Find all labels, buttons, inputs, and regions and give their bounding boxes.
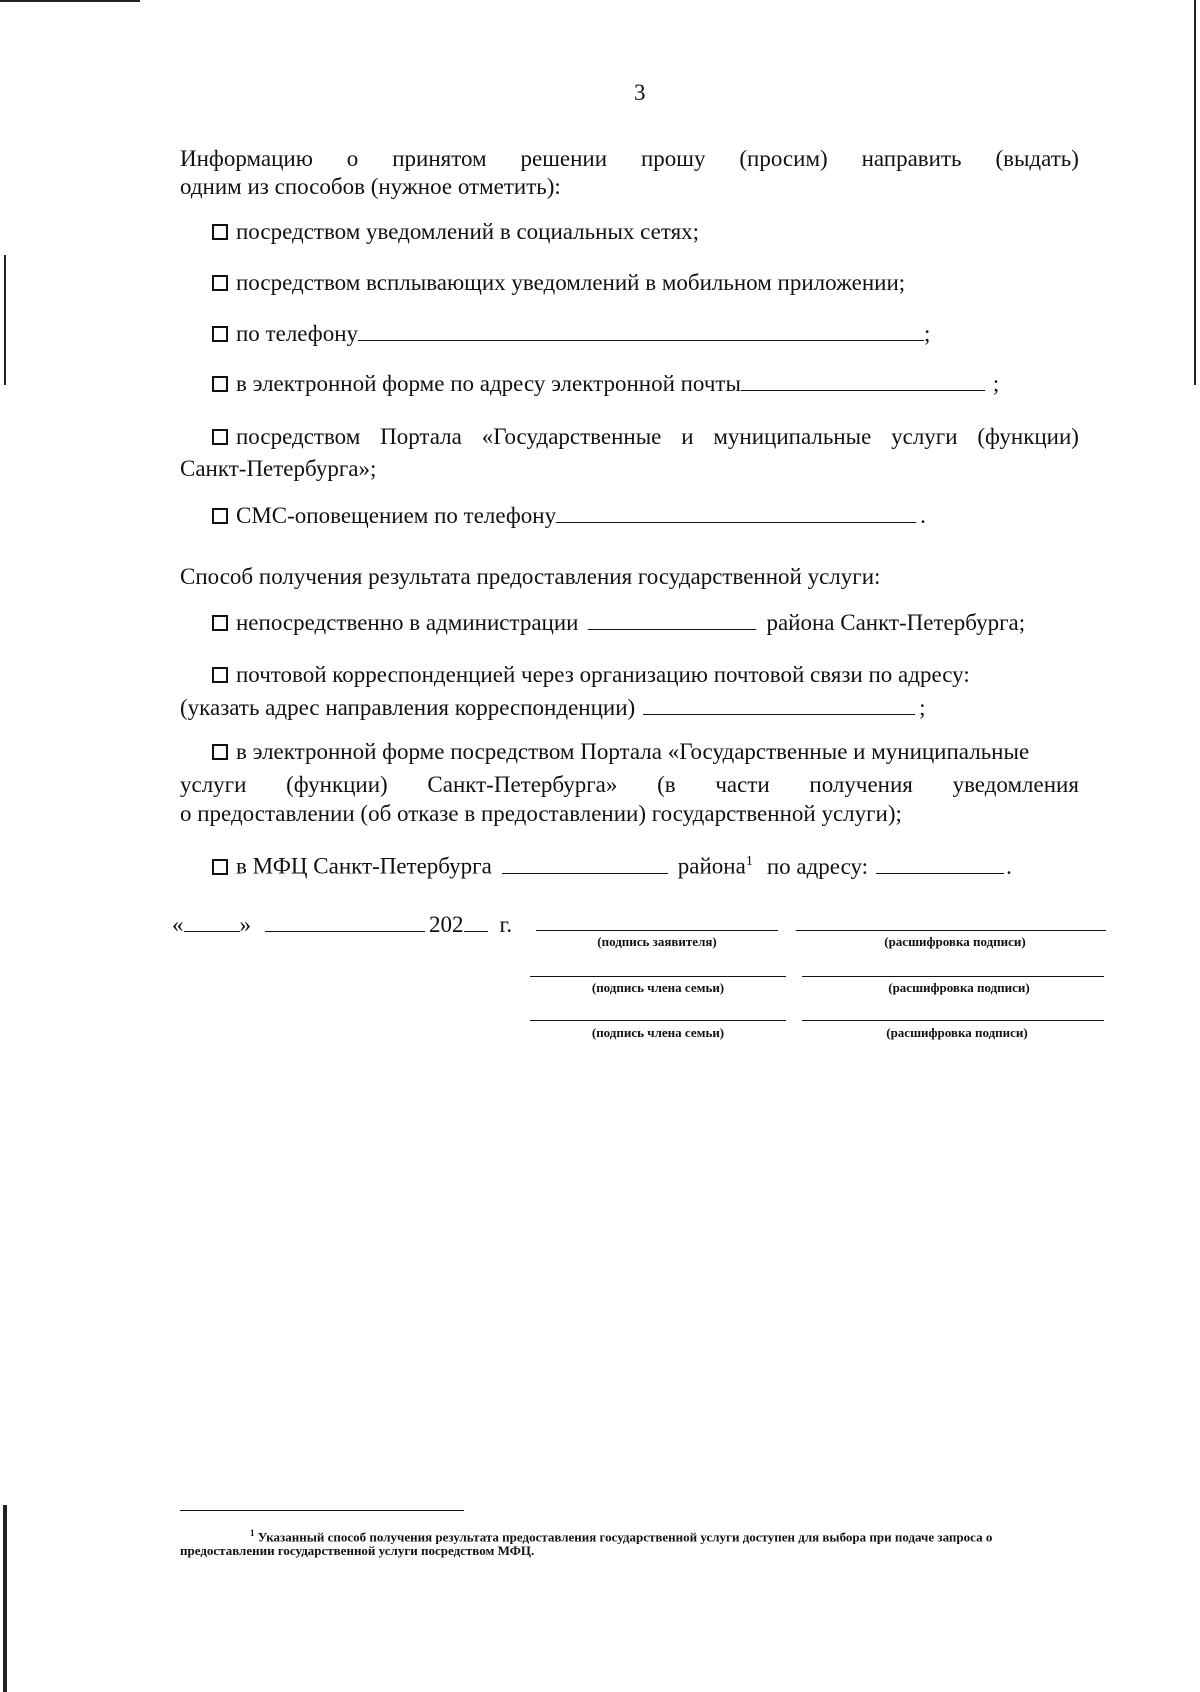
option-admin-end: района Санкт-Петербурга; bbox=[766, 610, 1026, 635]
signature-line-family2[interactable] bbox=[530, 1020, 786, 1021]
option-epgu[interactable] bbox=[212, 737, 1029, 767]
option-email[interactable] bbox=[212, 369, 999, 399]
option-push-label: посредством всплывающих уведомлений в мобильном приложении; bbox=[236, 270, 906, 295]
intro-word: решении bbox=[520, 146, 608, 171]
option-social-label: посредством уведомлений в социальных сетях; bbox=[236, 219, 700, 244]
option-sms-end: . bbox=[920, 503, 926, 528]
option-email-end: ; bbox=[992, 371, 1000, 396]
option-portal[interactable] bbox=[212, 422, 1079, 452]
option-post-label: почтовой корреспонденцией через организацию почтовой связи по адресу: bbox=[236, 662, 970, 687]
intro-word: прошу bbox=[640, 146, 706, 171]
portal-word: (функции) bbox=[977, 424, 1079, 449]
option-post-hint: (указать адрес направления корреспонденции) bbox=[180, 695, 636, 720]
footnote-mark: 1 bbox=[250, 1528, 255, 1538]
checkbox-sms[interactable] bbox=[212, 508, 228, 524]
checkbox-mfc[interactable] bbox=[212, 859, 228, 875]
option-epgu-line2 bbox=[180, 770, 1079, 800]
year-blank[interactable] bbox=[464, 911, 488, 932]
intro-word: Информацию bbox=[180, 146, 313, 171]
signature-line-applicant[interactable] bbox=[536, 930, 778, 931]
option-mfc-rayon: района bbox=[677, 853, 746, 879]
portal-word: и bbox=[681, 424, 694, 449]
checkbox-post[interactable] bbox=[212, 667, 228, 683]
label-decoding-family1: (расшифровка подписи) bbox=[888, 980, 1030, 995]
intro-word: (просим) bbox=[739, 146, 828, 171]
option-admin[interactable] bbox=[212, 608, 1025, 638]
notify-intro-line1 bbox=[180, 144, 1079, 174]
signature-line-family1[interactable] bbox=[530, 976, 786, 977]
intro-word: направить bbox=[861, 146, 962, 171]
quote-close: » bbox=[239, 912, 251, 937]
footnote-separator bbox=[180, 1510, 464, 1511]
option-portal-line2: Санкт-Петербурга»; bbox=[180, 456, 377, 481]
decoding-line-family1[interactable] bbox=[802, 976, 1104, 977]
post-address-blank[interactable] bbox=[643, 694, 915, 715]
checkbox-admin[interactable] bbox=[212, 615, 228, 631]
scan-edge-left bbox=[4, 255, 6, 385]
option-email-label: в электронной форме по адресу электронной почты bbox=[236, 371, 741, 396]
option-epgu-line3: о предоставлении (об отказе в предоставлении) государственной услуги); bbox=[180, 801, 902, 826]
checkbox-portal[interactable] bbox=[212, 429, 228, 445]
quote-open: « bbox=[172, 912, 184, 937]
scan-edge-right bbox=[1194, 0, 1196, 385]
intro-word: принятом bbox=[392, 146, 487, 171]
footnote-text-1: Указанный способ получения результата предоставления государственной услуги доступен для выбора при подаче запроса о bbox=[257, 1529, 993, 1545]
epgu-word: части bbox=[715, 772, 770, 797]
decoding-line-family2[interactable] bbox=[802, 1020, 1104, 1021]
option-sms-label: СМС-оповещением по телефону bbox=[236, 503, 557, 528]
year-prefix: 202 bbox=[429, 912, 464, 937]
sms-blank[interactable] bbox=[556, 502, 916, 523]
epgu-word: Санкт-Петербурга» bbox=[427, 772, 618, 797]
option-sms[interactable] bbox=[212, 501, 926, 531]
portal-word: Портала bbox=[380, 424, 462, 449]
option-phone-end: ; bbox=[924, 321, 931, 346]
portal-word: муниципальные bbox=[713, 424, 872, 449]
option-phone[interactable] bbox=[212, 319, 930, 349]
option-post-end: ; bbox=[919, 695, 926, 720]
intro-word: (выдать) bbox=[995, 146, 1079, 171]
epgu-word: уведомления bbox=[952, 772, 1079, 797]
epgu-word: услуги bbox=[180, 772, 247, 797]
epgu-word: (в bbox=[657, 772, 676, 797]
notify-intro-line2: одним из способов (нужное отметить): bbox=[180, 174, 561, 199]
page-number: 3 bbox=[634, 80, 646, 105]
decoding-line-applicant[interactable] bbox=[796, 930, 1106, 931]
admin-district-blank[interactable] bbox=[588, 609, 756, 630]
option-mfc[interactable] bbox=[212, 847, 1012, 882]
footnote-ref: 1 bbox=[745, 854, 753, 869]
label-signature-family2: (подпись члена семьи) bbox=[591, 1025, 725, 1040]
portal-word: услуги bbox=[891, 424, 958, 449]
email-blank[interactable] bbox=[741, 370, 985, 391]
year-suffix: г. bbox=[499, 912, 513, 937]
scan-edge-left-bottom bbox=[3, 1505, 7, 1692]
checkbox-email[interactable] bbox=[212, 376, 228, 392]
intro-word: о bbox=[346, 146, 359, 171]
portal-word: посредством bbox=[236, 424, 361, 449]
label-decoding-family2: (расшифровка подписи) bbox=[886, 1025, 1028, 1040]
option-mfc-end: . bbox=[1006, 853, 1012, 879]
epgu-word: (функции) bbox=[286, 772, 388, 797]
month-blank[interactable] bbox=[265, 911, 425, 932]
option-mfc-addr: по адресу: bbox=[766, 853, 869, 879]
option-social[interactable] bbox=[212, 217, 699, 247]
result-heading: Способ получения результата предоставления государственной услуги: bbox=[180, 564, 881, 589]
option-push[interactable] bbox=[212, 268, 905, 298]
option-portal-first bbox=[212, 422, 360, 452]
option-mfc-label: в МФЦ Санкт-Петербурга bbox=[236, 853, 492, 879]
phone-blank[interactable] bbox=[358, 320, 924, 341]
checkbox-social[interactable] bbox=[212, 224, 228, 240]
epgu-word: получения bbox=[809, 772, 913, 797]
checkbox-epgu[interactable] bbox=[212, 744, 228, 760]
label-signature-applicant: (подпись заявителя) bbox=[597, 934, 717, 949]
footnote-line2: предоставлении государственной услуги посредством МФЦ. bbox=[180, 1543, 535, 1558]
option-admin-label: непосредственно в администрации bbox=[236, 610, 579, 635]
checkbox-push[interactable] bbox=[212, 275, 228, 291]
mfc-address-blank[interactable] bbox=[876, 853, 1004, 874]
option-phone-label: по телефону bbox=[236, 321, 358, 346]
portal-word: «Государственные bbox=[481, 424, 662, 449]
option-post-line2 bbox=[180, 693, 926, 723]
option-post[interactable] bbox=[212, 660, 970, 690]
checkbox-phone[interactable] bbox=[212, 326, 228, 342]
label-decoding-applicant: (расшифровка подписи) bbox=[884, 934, 1026, 949]
date-line bbox=[172, 910, 512, 940]
day-blank[interactable] bbox=[184, 911, 240, 932]
option-epgu-line1: в электронной форме посредством Портала «Государственные и муниципальные bbox=[236, 739, 1030, 764]
scan-edge-top-left bbox=[0, 0, 140, 2]
label-signature-family1: (подпись члена семьи) bbox=[591, 980, 725, 995]
mfc-district-blank[interactable] bbox=[502, 853, 668, 874]
